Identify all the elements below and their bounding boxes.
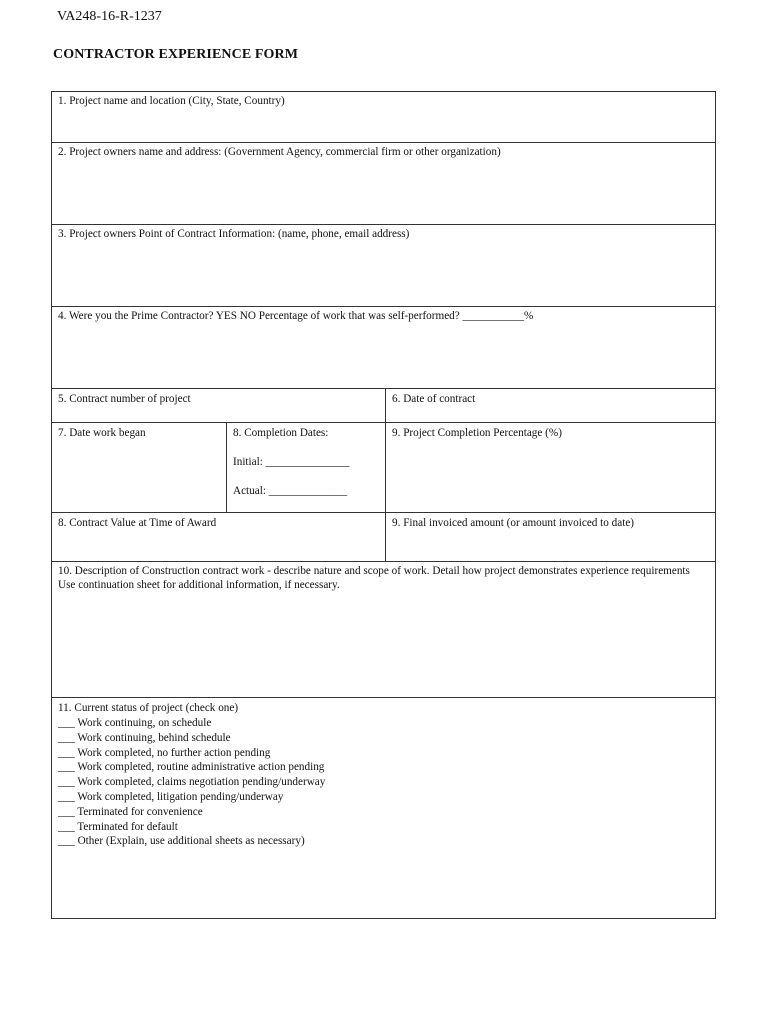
status-option[interactable]: ___ Other (Explain, use additional sheets as necessary) [58, 835, 305, 848]
status-option[interactable]: ___ Work completed, litigation pending/underway [58, 790, 284, 803]
field-label: 1. Project name and location (City, State, Country) [58, 95, 285, 107]
field-label: 9. Project Completion Percentage (%) [392, 427, 562, 439]
field-date-work-began[interactable] [52, 423, 227, 513]
field-label: 11. Current status of project (check one) [58, 702, 239, 714]
field-label: 2. Project owners name and address: (Government Agency, commercial firm or other organization) [58, 146, 501, 158]
form-title: CONTRACTOR EXPERIENCE FORM [53, 47, 299, 62]
field-completion-percentage[interactable] [386, 423, 716, 513]
document-number: VA248-16-R-1237 [57, 9, 162, 24]
field-label: 3. Project owners Point of Contract Information: (name, phone, email address) [58, 228, 410, 240]
field-owner-point-of-contact[interactable] [52, 225, 716, 307]
status-option[interactable]: ___ Terminated for convenience [58, 805, 203, 818]
field-label: 8. Contract Value at Time of Award [58, 517, 217, 529]
status-option[interactable]: ___ Work continuing, on schedule [58, 717, 212, 729]
field-completion-dates[interactable] [227, 423, 386, 513]
field-project-owner-address[interactable] [52, 143, 716, 225]
completion-actual: Actual: ______________ [233, 485, 348, 497]
field-contract-number[interactable] [52, 389, 386, 423]
field-label: 7. Date work began [58, 427, 146, 439]
status-option[interactable]: ___ Terminated for default [58, 820, 178, 833]
status-option[interactable]: ___ Work completed, routine administrative action pending [58, 761, 325, 774]
field-label: 5. Contract number of project [58, 393, 191, 405]
field-contract-value[interactable] [52, 513, 386, 562]
status-option[interactable]: ___ Work continuing, behind schedule [58, 731, 231, 744]
field-label: 9. Final invoiced amount (or amount invoiced to date) [392, 517, 635, 529]
field-work-description[interactable] [52, 562, 716, 698]
field-label: 4. Were you the Prime Contractor? YES NO Percentage of work that was self-performed? ___________% [58, 310, 534, 322]
field-label: 10. Description of Construction contract work - describe nature and scope of work. Detail how project demonstrates experience requirements Use continuation sheet for additional information, if necessary. [58, 565, 690, 591]
field-project-name-location[interactable] [52, 92, 716, 143]
field-prime-contractor[interactable] [52, 307, 716, 389]
field-label: 8. Completion Dates: [233, 427, 329, 439]
status-option[interactable]: ___ Work completed, no further action pending [58, 746, 271, 759]
field-project-status[interactable] [52, 698, 716, 919]
field-final-invoiced-amount[interactable] [386, 513, 716, 562]
status-option[interactable]: ___ Work completed, claims negotiation pending/underway [58, 776, 326, 789]
completion-initial: Initial: _______________ [233, 456, 350, 468]
field-contract-date[interactable] [386, 389, 716, 423]
field-label: 6. Date of contract [392, 393, 476, 405]
contractor-experience-form [51, 91, 716, 919]
